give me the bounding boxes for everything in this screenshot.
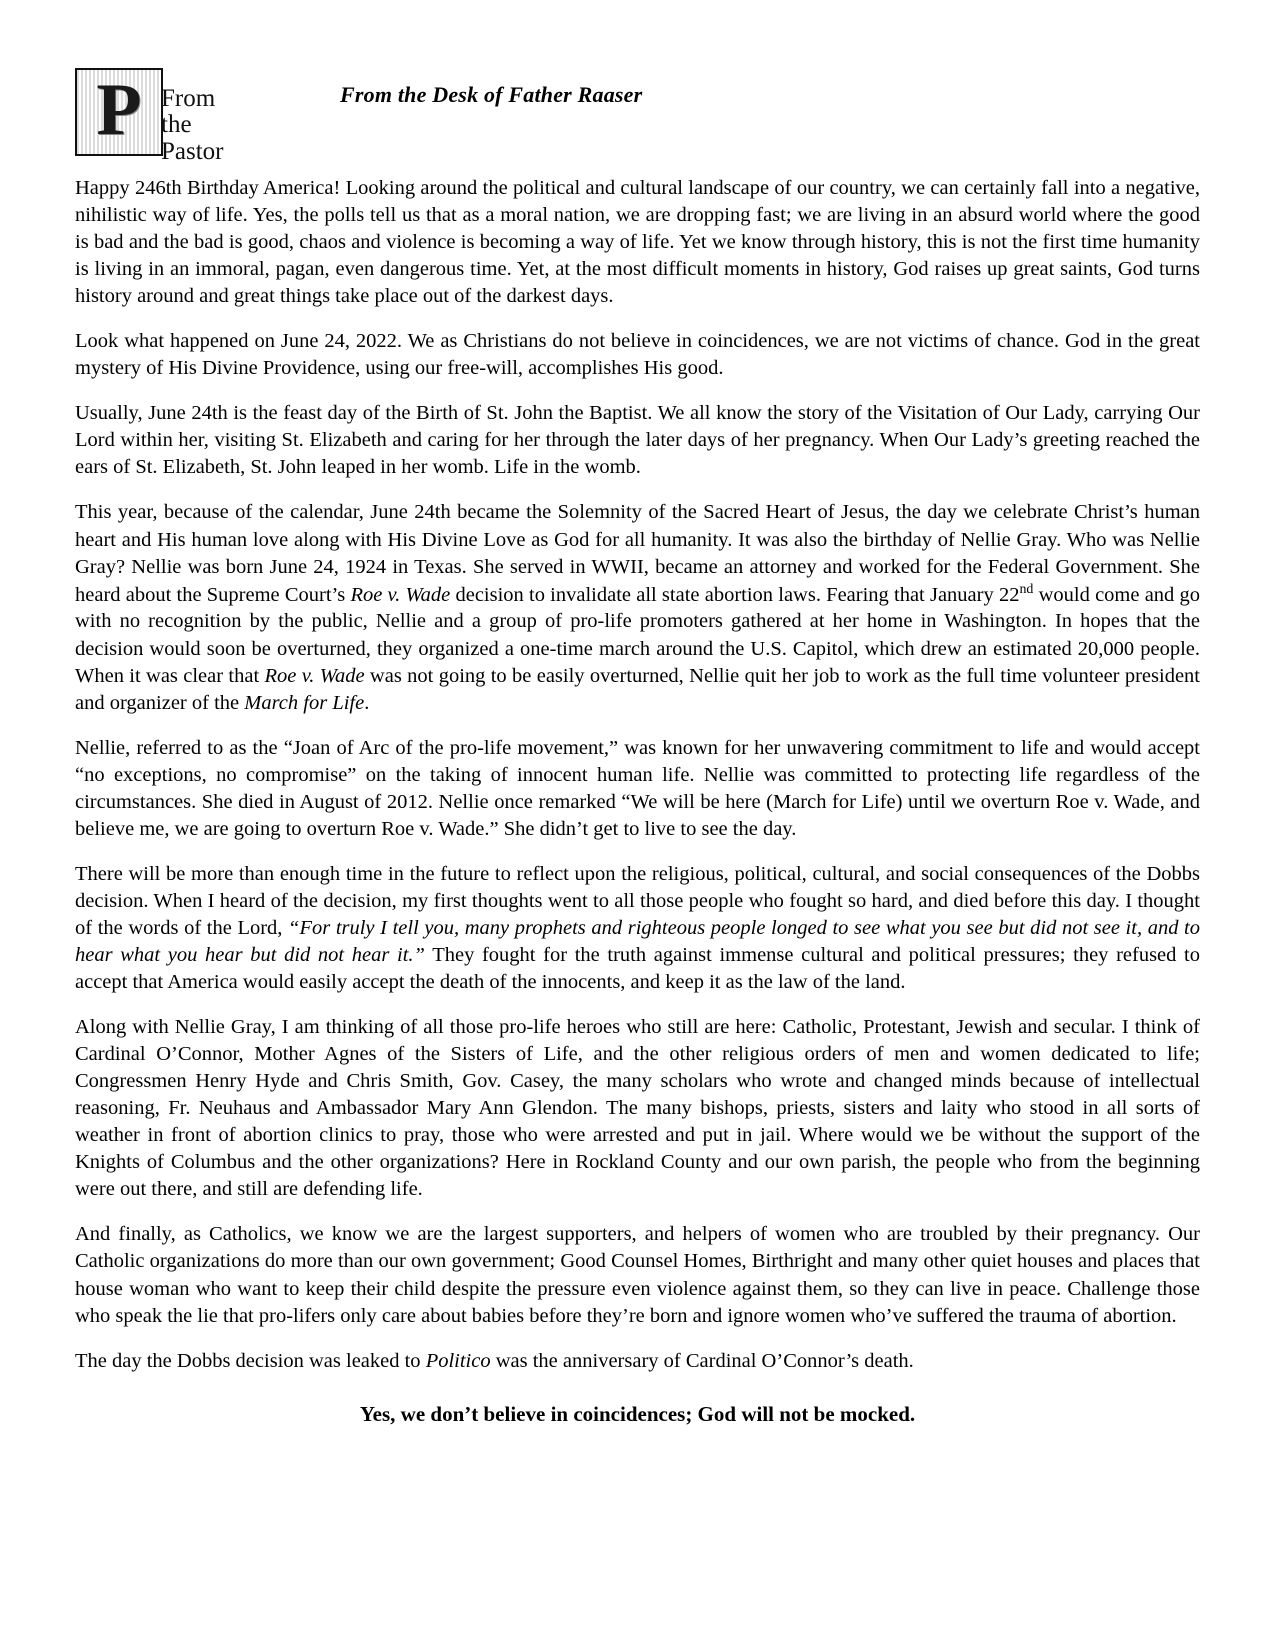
paragraph-4 <box>75 499 1200 716</box>
p9-text-b: was the anniversary of Cardinal O’Connor’s death. <box>490 1349 914 1372</box>
p4-italic-roe-2: Roe v. Wade <box>264 664 365 687</box>
p9-italic-politico: Politico <box>425 1349 491 1372</box>
logo-word-the: the <box>161 111 192 139</box>
logo-initial-letter: P <box>96 69 142 151</box>
paragraph-8: And finally, as Catholics, we know we are the largest supporters, and helpers of women who are troubled by their pregnancy. Our Catholic organizations do more than our own government; Good Counsel Homes, Birthright and many other quiet houses and places that house woman who want to keep their child despite the pressure even violence against them, so they can live in peace. Challenge those who speak the lie that pro-lifers only care about babies before they’re born and ignore women who’ve suffered the trauma of abortion. <box>75 1223 1200 1327</box>
p4-text-a: This year, because of the calendar, June 24th became the Solemnity of the Sacred Heart of Jesus, the day we celebrate Christ’s human heart and His human love along with His Divine Love as God for all humanity. It was also the birthday of Nellie Gray. Who was Nellie Gray? Nellie was born June 24, 1924 in Texas. She served in WWII, became an attorney and worked for the Federal Government. She heard about the Supreme Court’s <box>75 501 1200 606</box>
p6-text-b: They fought for the truth against immense cultural and political pressures; they refused to accept that America would easily accept the death of the innocents, and keep it as the law of the land. <box>75 944 1201 994</box>
p4-text-c: would come and go with no recognition by the public, Nellie and a group of pro-life promoters gathered at her home in Washington. In hopes that the decision would soon be overturned, they organized a one-time march around the U.S. Capitol, which drew an estimated 20,000 people. When it was clear that <box>75 583 1201 687</box>
page-title: From the Desk of Father Raaser <box>340 82 643 107</box>
paragraph-3: Usually, June 24th is the feast day of the Birth of St. John the Baptist. We all know the story of the Visitation of Our Lady, carrying Our Lord within her, visiting St. Elizabeth and caring for her through the later days of her pregnancy. When Our Lady’s greeting reached the ears of St. Elizabeth, St. John leaped in her womb. Life in the womb. <box>75 402 1200 479</box>
article-body <box>75 175 1200 1428</box>
paragraph-2: Look what happened on June 24, 2022. We as Christians do not believe in coincidences, we are not victims of chance. God in the great mystery of His Divine Providence, using our free-will, accomplishes His good. <box>75 330 1200 380</box>
logo-words <box>161 86 224 165</box>
paragraph-7: Along with Nellie Gray, I am thinking of all those pro-life heroes who still are here: Catholic, Protestant, Jewish and secular. I think of Cardinal O’Connor, Mother Agnes of the Sisters of Life, and the other religious orders of men and women dedicated to life; Congressmen Henry Hyde and Chris Smith, Gov. Casey, the many scholars who wrote and changed minds because of intellectual reasoning, Fr. Neuhaus and Ambassador Mary Ann Glendon. The many bishops, priests, sisters and laity who stood in all sorts of weather in front of abortion clinics to pray, those who were arrested and put in jail. Where would we be without the support of the Knights of Columbus and the other organizations? Here in Rockland County and our own parish, the people who from the beginning were out there, and still are defending life. <box>75 1016 1200 1201</box>
paragraph-6 <box>75 861 1200 996</box>
logo-initial-box <box>75 68 163 156</box>
paragraph-5: Nellie, referred to as the “Joan of Arc of the pro-life movement,” was known for her unwavering commitment to life and would accept “no exceptions, no compromise” on the taking of innocent human life. Nellie was committed to protecting life regardless of the circumstances. She died in August of 2012. Nellie once remarked “We will be here (March for Life) until we overturn Roe v. Wade, and believe me, we are going to overturn Roe v. Wade.” She didn’t get to live to see the day. <box>75 736 1200 840</box>
p4-text-d: was not going to be easily overturned, Nellie quit her job to work as the full time volunteer president and organizer of the <box>75 664 1200 714</box>
closing-statement: Yes, we don’t believe in coincidences; God will not be mocked. <box>359 1401 916 1426</box>
p4-italic-march-for-life: March for Life <box>244 691 365 714</box>
p6-text-a: There will be more than enough time in the future to reflect upon the religious, political, cultural, and social consequences of the Dobbs decision. When I heard of the decision, my first thoughts went to all those people who fought so hard, and died before this day. I thought of the words of the Lord, <box>75 862 1200 939</box>
pastor-logo <box>75 68 250 178</box>
masthead <box>75 60 1200 175</box>
p4-ordinal-sup: nd <box>1019 581 1034 597</box>
p4-italic-roe-1: Roe v. Wade <box>350 583 451 606</box>
paragraph-1: Happy 246th Birthday America! Looking around the political and cultural landscape of our country, we can certainly fall into a negative, nihilistic way of life. Yes, the polls tell us that as a moral nation, we are dropping fast; we are living in an absurd world where the good is bad and the bad is good, chaos and violence is becoming a way of life. Yet we know through history, this is not the first time humanity is living in an immoral, pagan, even dangerous time. Yet, at the most difficult moments in history, God raises up great saints, God turns history around and great things take place out of the darkest days. <box>75 177 1200 308</box>
p6-italic-scripture-quote: “For truly I tell you, many prophets and righteous people longed to see what you see but did not see it, and to hear what you hear but did not hear it.” <box>75 916 1201 966</box>
p4-text-e: . <box>364 691 370 714</box>
logo-word-from: From <box>161 85 216 112</box>
p4-text-b: decision to invalidate all state abortion laws. Fearing that January 22 <box>450 583 1020 606</box>
paragraph-9 <box>75 1348 1200 1375</box>
p9-text-a: The day the Dobbs decision was leaked to <box>75 1349 426 1372</box>
logo-word-pastor: Pastor <box>161 137 224 165</box>
